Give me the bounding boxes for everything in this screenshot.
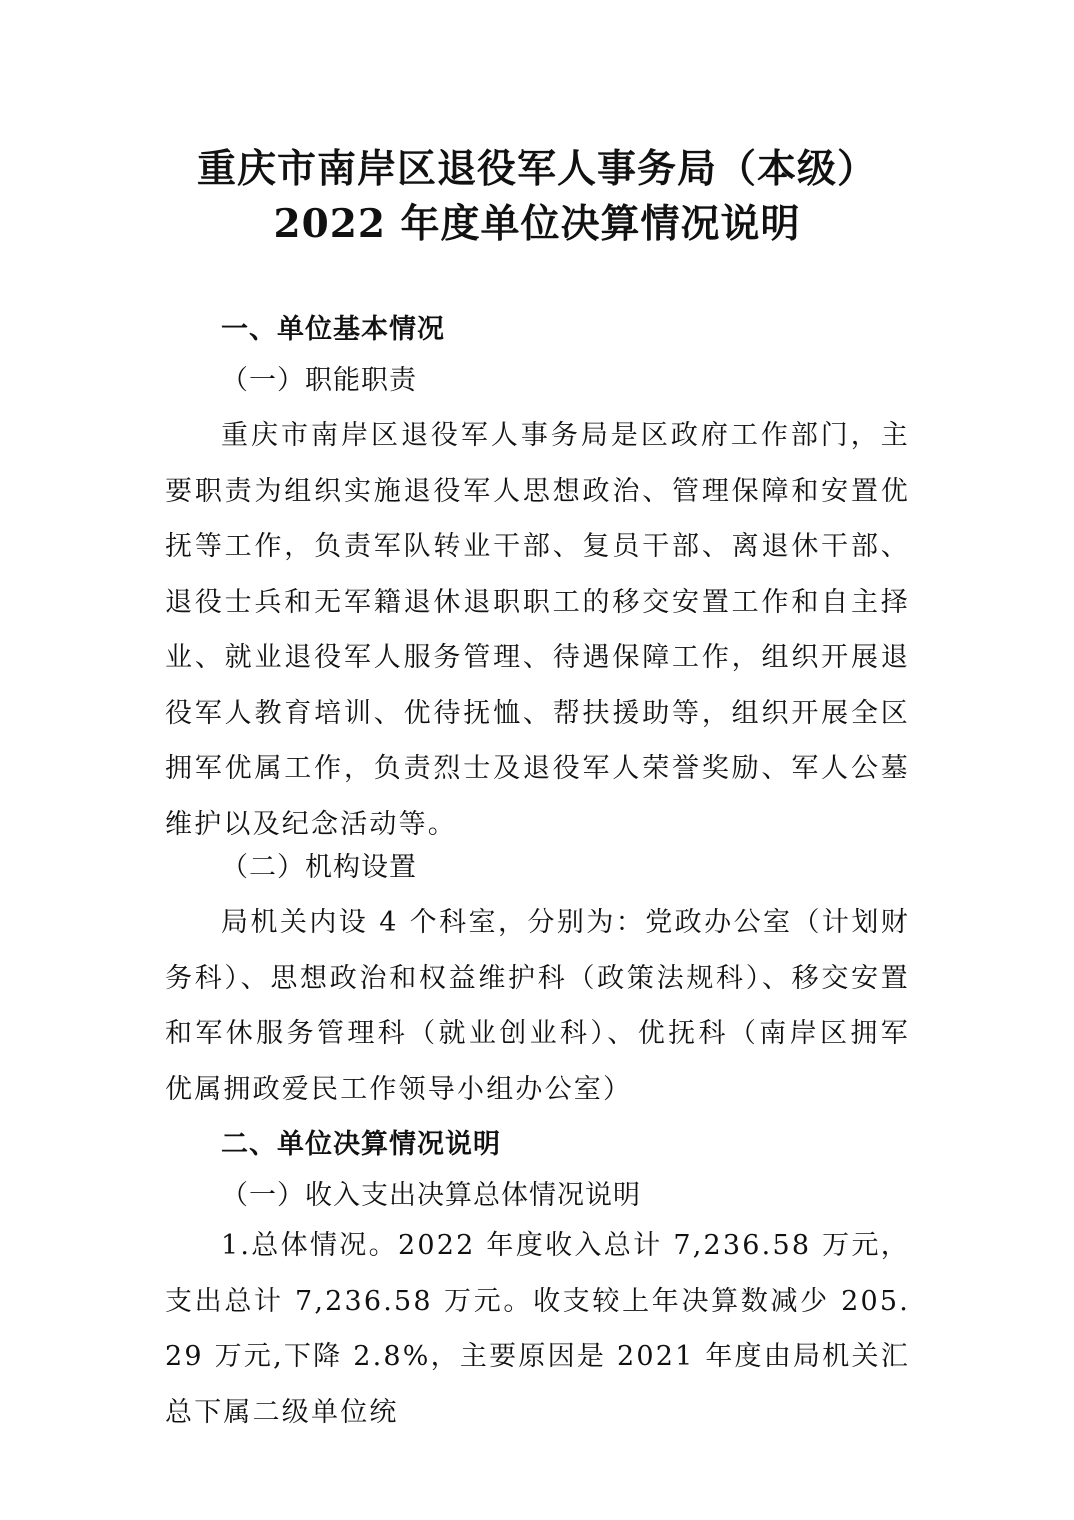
document-title-line-2: 2022 年度单位决算情况说明: [273, 201, 801, 247]
duties-paragraph: 重庆市南岸区退役军人事务局是区政府工作部门，主要职责为组织实施退役军人思想政治、管理保障和安置优抚等工作，负责军队转业干部、复员干部、离退休干部、退役士兵和无军籍退休退职职工的移交安置工作和自主择业、就业退役军人服务管理、待遇保障工作，组织开展退役军人教育培训、优待抚恤、帮扶援助等，组织开展全区拥军优属工作，负责烈士及退役军人荣誉奖励、军人公墓维护以及纪念活动等。: [165, 420, 910, 840]
section-1-subheading-duties: （一）职能职责: [221, 365, 417, 396]
section-1-heading: 一、单位基本情况: [221, 314, 445, 345]
organization-paragraph: 局机关内设 4 个科室，分别为：党政办公室（计划财务科）、思想政治和权益维护科（政策法规科）、移交安置和军休服务管理科（就业创业科）、优抚科（南岸区拥军优属拥政爱民工作领导小组办公室）: [165, 907, 910, 1105]
overview-paragraph: 1.总体情况。2022 年度收入总计 7,236.58 万元，支出总计 7,236.58 万元。收支较上年决算数减少 205.29 万元,下降 2.8%，主要原因是 2021 年度由局机关汇总下属二级单位统: [165, 1230, 910, 1428]
section-1-subheading-organization: （二）机构设置: [221, 852, 417, 883]
section-2-subheading-overview: （一）收入支出决算总体情况说明: [221, 1180, 641, 1211]
document-title-line-1: 重庆市南岸区退役军人事务局（本级）: [196, 146, 877, 192]
section-2-heading: 二、单位决算情况说明: [221, 1129, 501, 1160]
